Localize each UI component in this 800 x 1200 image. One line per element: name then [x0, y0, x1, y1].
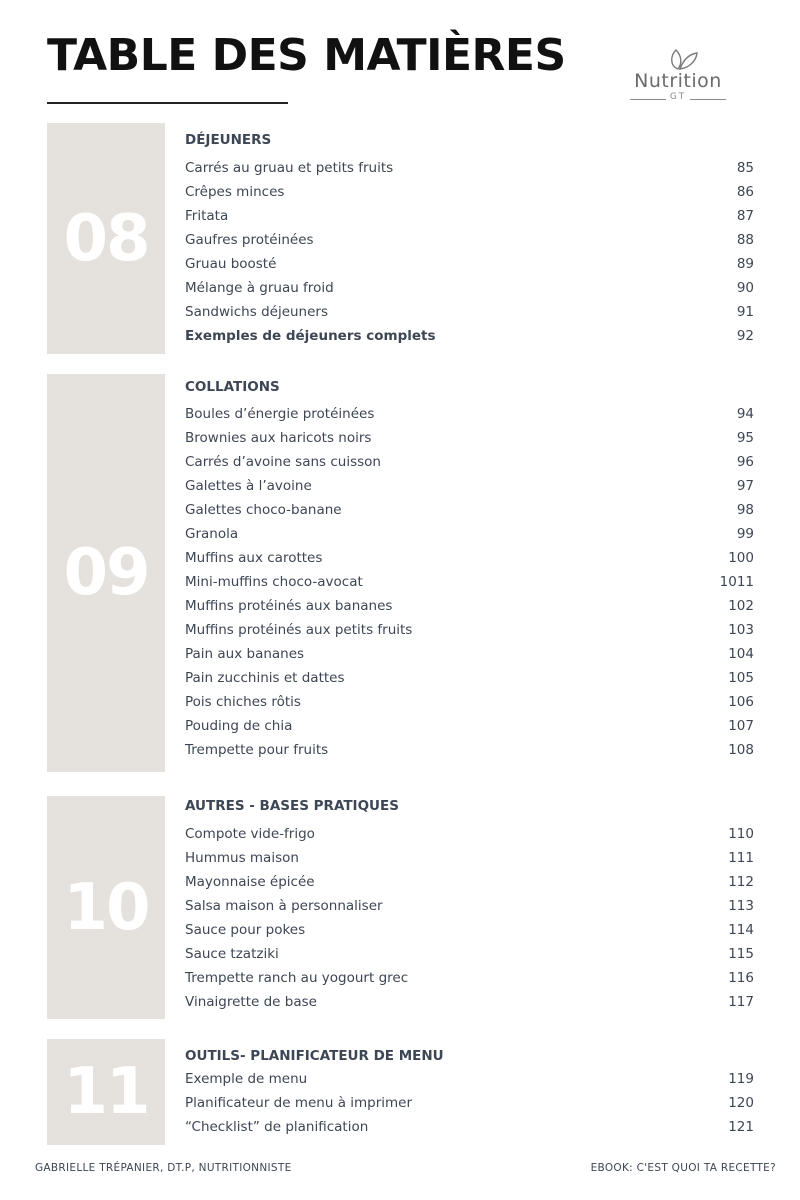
- toc-entry[interactable]: [185, 426, 754, 450]
- logo-wordmark: Nutrition: [634, 70, 722, 92]
- toc-entry-label: Galettes à l’avoine: [185, 478, 312, 494]
- toc-entry-label: Vinaigrette de base: [185, 994, 317, 1010]
- toc-entry-page-number: 86: [736, 184, 754, 200]
- toc-entry-page-number: 95: [736, 430, 754, 446]
- toc-entry[interactable]: [185, 276, 754, 300]
- toc-entry-label: “Checklist” de planification: [185, 1119, 369, 1135]
- toc-entry[interactable]: [185, 894, 754, 918]
- toc-entry-label: Brownies aux haricots noirs: [185, 430, 372, 446]
- section-number: 09: [63, 536, 149, 610]
- toc-entry-page-number: 114: [728, 922, 754, 938]
- toc-entry-page-number: 108: [728, 742, 754, 758]
- toc-entry-label: Pouding de chia: [185, 718, 293, 734]
- toc-entry-page-number: 111: [728, 850, 754, 866]
- toc-entry-page-number: 104: [728, 646, 754, 662]
- section-number: 10: [63, 870, 149, 945]
- toc-entry[interactable]: [185, 546, 754, 570]
- toc-entry-label: Trempette ranch au yogourt grec: [185, 970, 409, 986]
- toc-entry-label: Mini-muffins choco-avocat: [185, 574, 363, 590]
- toc-entry-page-number: 91: [736, 304, 754, 320]
- toc-entry-label: Carrés d’avoine sans cuisson: [185, 454, 381, 470]
- toc-entry[interactable]: [185, 966, 754, 990]
- toc-entry[interactable]: [185, 474, 754, 498]
- section-heading: AUTRES - BASES PRATIQUES: [185, 798, 399, 814]
- toc-entry-label: Sauce pour pokes: [185, 922, 306, 938]
- toc-entry-page-number: 90: [736, 280, 754, 296]
- toc-entry-label: Hummus maison: [185, 850, 299, 866]
- toc-entry-label: Sandwichs déjeuners: [185, 304, 328, 320]
- toc-entry-page-number: 85: [736, 160, 754, 176]
- toc-entry[interactable]: [185, 300, 754, 324]
- section-number-block: [47, 1039, 165, 1145]
- toc-entry-label: Pois chiches rôtis: [185, 694, 301, 710]
- toc-entry[interactable]: [185, 918, 754, 942]
- toc-entry-label: Mayonnaise épicée: [185, 874, 315, 890]
- toc-entry-page-number: 87: [736, 208, 754, 224]
- toc-entry-label: Fritata: [185, 208, 229, 224]
- toc-entry[interactable]: [185, 180, 754, 204]
- toc-entry[interactable]: [185, 990, 754, 1014]
- toc-entry[interactable]: [185, 498, 754, 522]
- brand-logo: [626, 48, 730, 104]
- toc-entry-label: Exemples de déjeuners complets: [185, 328, 436, 344]
- toc-entry[interactable]: [185, 402, 754, 426]
- toc-entry-page-number: 106: [728, 694, 754, 710]
- toc-entry-page-number: 110: [728, 826, 754, 842]
- toc-entry-label: Muffins protéinés aux petits fruits: [185, 622, 413, 638]
- toc-entry[interactable]: [185, 690, 754, 714]
- toc-entry-label: Galettes choco-banane: [185, 502, 342, 518]
- toc-entry-page-number: 89: [736, 256, 754, 272]
- toc-entry-page-number: 102: [728, 598, 754, 614]
- toc-entry[interactable]: [185, 738, 754, 762]
- logo-subline: [626, 93, 730, 105]
- toc-entry-page-number: 107: [728, 718, 754, 734]
- toc-entry-label: Planificateur de menu à imprimer: [185, 1095, 413, 1111]
- leaf-icon: [668, 48, 698, 70]
- toc-entry-page-number: 94: [736, 406, 754, 422]
- toc-entry[interactable]: [185, 846, 754, 870]
- toc-entry-page-number: 96: [736, 454, 754, 470]
- toc-entry-page-number: 1011: [719, 574, 754, 590]
- toc-entry[interactable]: [185, 204, 754, 228]
- section-number: 11: [63, 1055, 149, 1129]
- footer-ebook-title: EBOOK: C'EST QUOI TA RECETTE?: [590, 1162, 776, 1174]
- toc-entry[interactable]: [185, 522, 754, 546]
- toc-entry-page-number: 103: [728, 622, 754, 638]
- toc-entry-page-number: 98: [736, 502, 754, 518]
- toc-entry-page-number: 119: [728, 1071, 754, 1087]
- toc-entry[interactable]: [185, 942, 754, 966]
- section-heading: OUTILS- PLANIFICATEUR DE MENU: [185, 1048, 444, 1064]
- toc-entry-page-number: 121: [728, 1119, 754, 1135]
- section-heading: COLLATIONS: [185, 379, 280, 395]
- toc-entry-label: Muffins protéinés aux bananes: [185, 598, 393, 614]
- toc-entry-page-number: 117: [728, 994, 754, 1010]
- toc-entry[interactable]: [185, 1115, 754, 1139]
- footer-author: GABRIELLE TRÉPANIER, DT.P, NUTRITIONNISTE: [35, 1162, 292, 1174]
- section-number-block: [47, 796, 165, 1019]
- toc-entry-label: Boules d’énergie protéinées: [185, 406, 375, 422]
- toc-entry-label: Salsa maison à personnaliser: [185, 898, 383, 914]
- toc-entry[interactable]: [185, 1091, 754, 1115]
- toc-entry-label: Carrés au gruau et petits fruits: [185, 160, 394, 176]
- page-title: TABLE DES MATIÈRES: [47, 30, 566, 81]
- toc-entry-page-number: 97: [736, 478, 754, 494]
- toc-entry-page-number: 100: [728, 550, 754, 566]
- toc-entry-page-number: 105: [728, 670, 754, 686]
- section-heading: DÉJEUNERS: [185, 132, 272, 148]
- toc-entry[interactable]: [185, 714, 754, 738]
- toc-entry[interactable]: [185, 870, 754, 894]
- section-number: 08: [63, 201, 149, 276]
- toc-entry[interactable]: [185, 618, 754, 642]
- toc-entry-page-number: 120: [728, 1095, 754, 1111]
- toc-entry[interactable]: [185, 642, 754, 666]
- toc-entry-label: Sauce tzatziki: [185, 946, 279, 962]
- toc-entry[interactable]: [185, 156, 754, 180]
- toc-entry-page-number: 115: [728, 946, 754, 962]
- toc-entry-label: Trempette pour fruits: [185, 742, 329, 758]
- toc-entry-page-number: 99: [736, 526, 754, 542]
- toc-entry-label: Gruau boosté: [185, 256, 277, 272]
- toc-entry[interactable]: [185, 324, 754, 348]
- toc-entry-label: Granola: [185, 526, 239, 542]
- toc-entry-page-number: 92: [736, 328, 754, 344]
- logo-sub-text: GT: [669, 92, 687, 102]
- toc-entry[interactable]: [185, 228, 754, 252]
- toc-entry-page-number: 112: [728, 874, 754, 890]
- toc-entry-label: Crêpes minces: [185, 184, 285, 200]
- toc-entry-label: Compote vide-frigo: [185, 826, 315, 842]
- toc-entry-label: Gaufres protéinées: [185, 232, 314, 248]
- toc-entry-label: Exemple de menu: [185, 1071, 308, 1087]
- toc-entry[interactable]: [185, 1067, 754, 1091]
- title-underline: [47, 102, 288, 104]
- toc-entry-label: Pain zucchinis et dattes: [185, 670, 345, 686]
- toc-entry[interactable]: [185, 252, 754, 276]
- toc-entry-label: Mélange à gruau froid: [185, 280, 334, 296]
- section-number-block: [47, 123, 165, 354]
- toc-entry[interactable]: [185, 450, 754, 474]
- toc-entry-page-number: 116: [728, 970, 754, 986]
- toc-entry[interactable]: [185, 666, 754, 690]
- toc-entry[interactable]: [185, 822, 754, 846]
- toc-entry-label: Muffins aux carottes: [185, 550, 323, 566]
- toc-entry[interactable]: [185, 594, 754, 618]
- toc-entry-page-number: 88: [736, 232, 754, 248]
- section-number-block: [47, 374, 165, 772]
- toc-entry[interactable]: [185, 570, 754, 594]
- toc-entry-label: Pain aux bananes: [185, 646, 305, 662]
- toc-entry-page-number: 113: [728, 898, 754, 914]
